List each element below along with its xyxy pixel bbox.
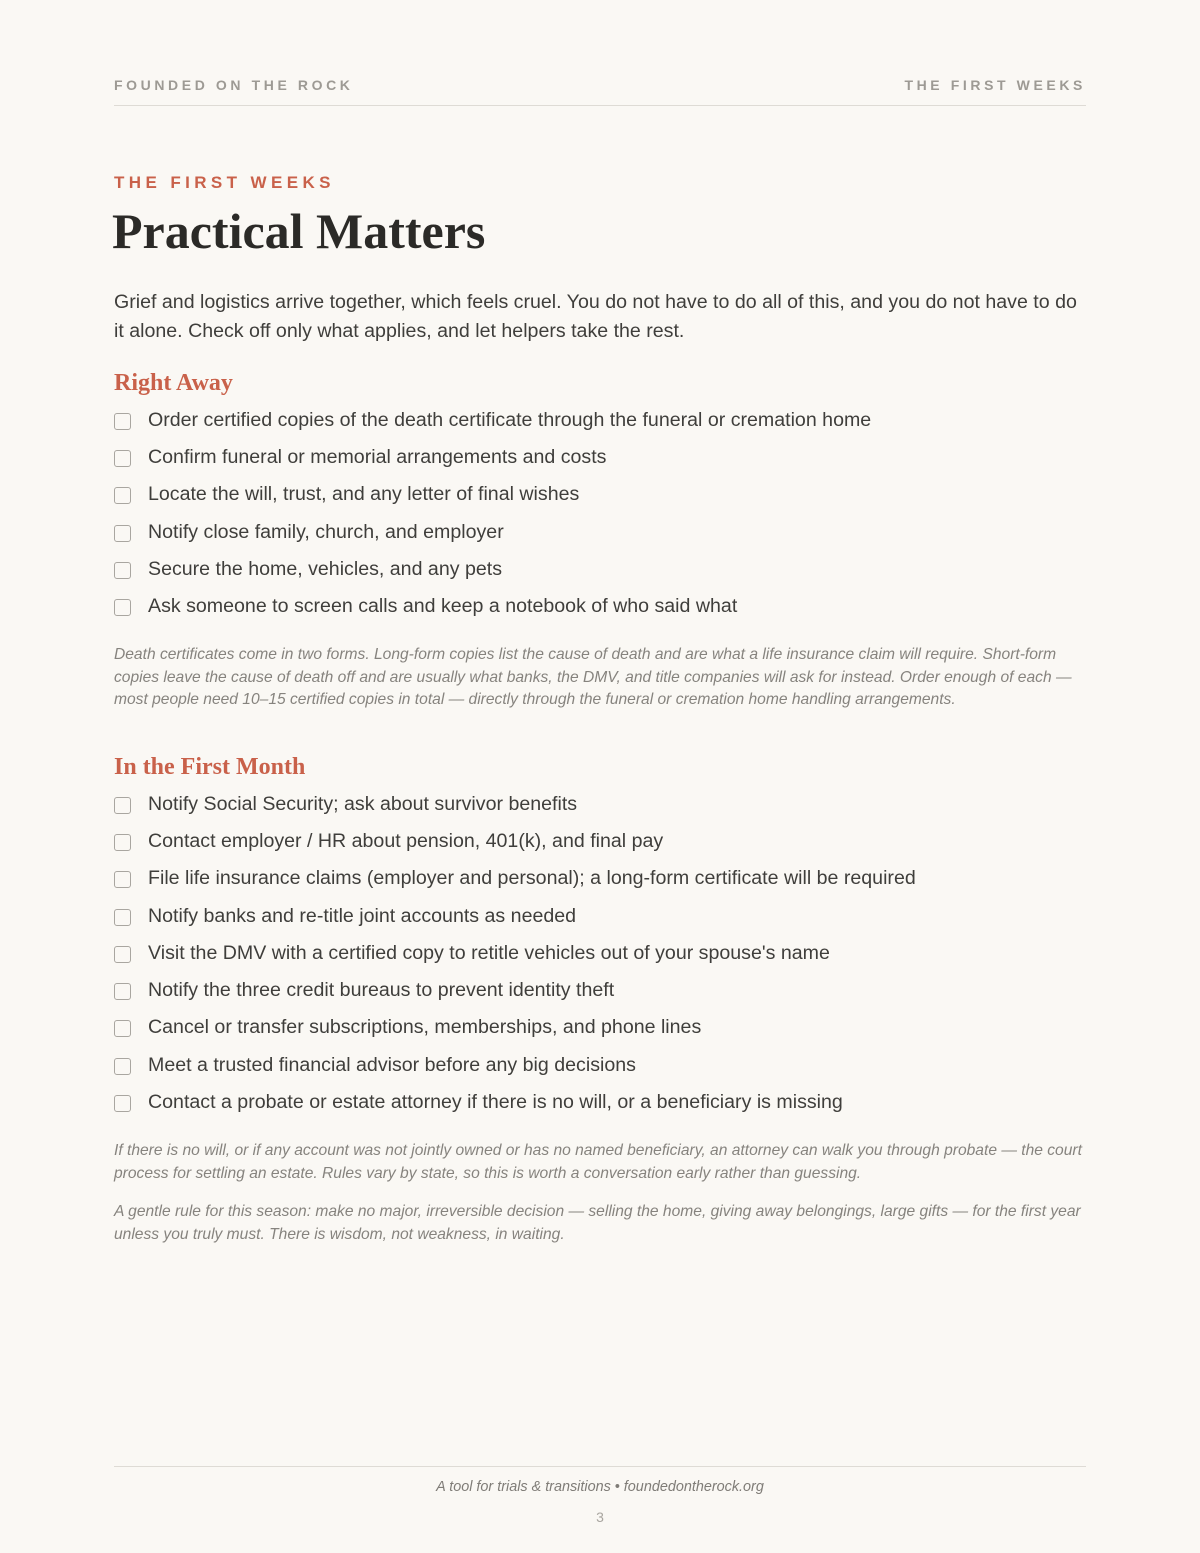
checkbox[interactable] xyxy=(114,1058,131,1075)
running-header-left: FOUNDED ON THE ROCK xyxy=(114,77,354,93)
checklist-item[interactable] xyxy=(114,1083,1086,1120)
checklist-item[interactable] xyxy=(114,513,1086,550)
checkbox[interactable] xyxy=(114,983,131,1000)
page-title: Practical Matters xyxy=(112,203,486,259)
note-gentle-rule: A gentle rule for this season: make no major, irreversible decision — selling the home, giving away belongings, large gifts — for the first year unless you truly must. There is wisdom, not weakness, in waiting. xyxy=(114,1203,1081,1243)
checkbox[interactable] xyxy=(114,525,131,542)
checkbox[interactable] xyxy=(114,797,131,814)
page xyxy=(114,0,1086,1553)
checklist-item-label: Contact employer / HR about pension, 401(k), and final pay xyxy=(148,829,664,852)
checklist-item[interactable] xyxy=(114,401,1086,438)
checklist-item-label: Notify Social Security; ask about survivor benefits xyxy=(148,792,578,815)
page-number: 3 xyxy=(596,1509,604,1525)
checklist-item[interactable] xyxy=(114,1046,1086,1083)
checkbox[interactable] xyxy=(114,909,131,926)
checklist-item-label: Secure the home, vehicles, and any pets xyxy=(148,557,502,580)
note-probate: If there is no will, or if any account was not jointly owned or has no named beneficiary, an attorney can walk you through probate — the court process for settling an estate. Rules vary by state, so this is worth a conversation early rather than guessing. xyxy=(114,1142,1082,1182)
checkbox[interactable] xyxy=(114,413,131,430)
section-kicker: THE FIRST WEEKS xyxy=(114,173,335,192)
checkbox[interactable] xyxy=(114,1095,131,1112)
checklist-item-label: Ask someone to screen calls and keep a notebook of who said what xyxy=(148,595,738,618)
checklist-item-label: Locate the will, trust, and any letter of final wishes xyxy=(148,483,580,506)
section-heading-first-month: In the First Month xyxy=(114,754,306,780)
intro-paragraph: Grief and logistics arrive together, which feels cruel. You do not have to do all of this, and you do not have to do it alone. Check off only what applies, and let helpers take the rest. xyxy=(114,291,1077,342)
checkbox[interactable] xyxy=(114,1020,131,1037)
checklist-item-label: Confirm funeral or memorial arrangements and costs xyxy=(148,445,607,468)
footer-divider xyxy=(114,1466,1086,1467)
checkbox[interactable] xyxy=(114,871,131,888)
checklist-item[interactable] xyxy=(114,550,1086,587)
checklist-item[interactable] xyxy=(114,897,1086,934)
header-divider xyxy=(114,105,1086,106)
section-heading-right-away: Right Away xyxy=(114,370,233,396)
checklist-item[interactable] xyxy=(114,822,1086,859)
checklist-item-label: Meet a trusted financial advisor before any big decisions xyxy=(148,1053,636,1076)
checklist-item[interactable] xyxy=(114,438,1086,475)
checklist-right-away xyxy=(114,401,1086,625)
checklist-item-label: File life insurance claims (employer and personal); a long-form certificate will be required xyxy=(148,867,916,890)
checklist-item-label: Contact a probate or estate attorney if there is no will, or a beneficiary is missing xyxy=(148,1091,843,1114)
checklist-item-label: Order certified copies of the death certificate through the funeral or cremation home xyxy=(148,408,872,431)
checklist-item[interactable] xyxy=(114,587,1086,624)
checklist-item-label: Notify close family, church, and employer xyxy=(148,520,504,543)
checklist-item[interactable] xyxy=(114,934,1086,971)
checkbox[interactable] xyxy=(114,599,131,616)
note-death-certificates: Death certificates come in two forms. Long-form copies list the cause of death and are what a life insurance claim will require. Short-form copies leave the cause of death off and are usually what banks, the DMV, and title companies will ask for instead. Order enough of each — most people need 10–15 certified copies in total — directly through the funeral or cremation home handling arrangements. xyxy=(114,646,1072,709)
checklist-item-label: Notify the three credit bureaus to prevent identity theft xyxy=(148,979,615,1002)
checklist-item[interactable] xyxy=(114,476,1086,513)
checklist-item[interactable] xyxy=(114,971,1086,1008)
footer-text: A tool for trials & transitions • foundedontherock.org xyxy=(436,1479,764,1495)
checklist-item-label: Notify banks and re-title joint accounts as needed xyxy=(148,904,577,927)
checklist-item[interactable] xyxy=(114,785,1086,822)
checkbox[interactable] xyxy=(114,562,131,579)
checklist-item[interactable] xyxy=(114,860,1086,897)
checklist-item[interactable] xyxy=(114,1009,1086,1046)
checklist-item-label: Visit the DMV with a certified copy to retitle vehicles out of your spouse's name xyxy=(148,941,830,964)
checklist-item-label: Cancel or transfer subscriptions, memberships, and phone lines xyxy=(148,1016,702,1039)
checkbox[interactable] xyxy=(114,946,131,963)
checklist-first-month xyxy=(114,785,1086,1121)
checkbox[interactable] xyxy=(114,834,131,851)
running-header xyxy=(114,77,1086,93)
running-header-right: THE FIRST WEEKS xyxy=(904,77,1086,93)
checkbox[interactable] xyxy=(114,487,131,504)
checkbox[interactable] xyxy=(114,450,131,467)
